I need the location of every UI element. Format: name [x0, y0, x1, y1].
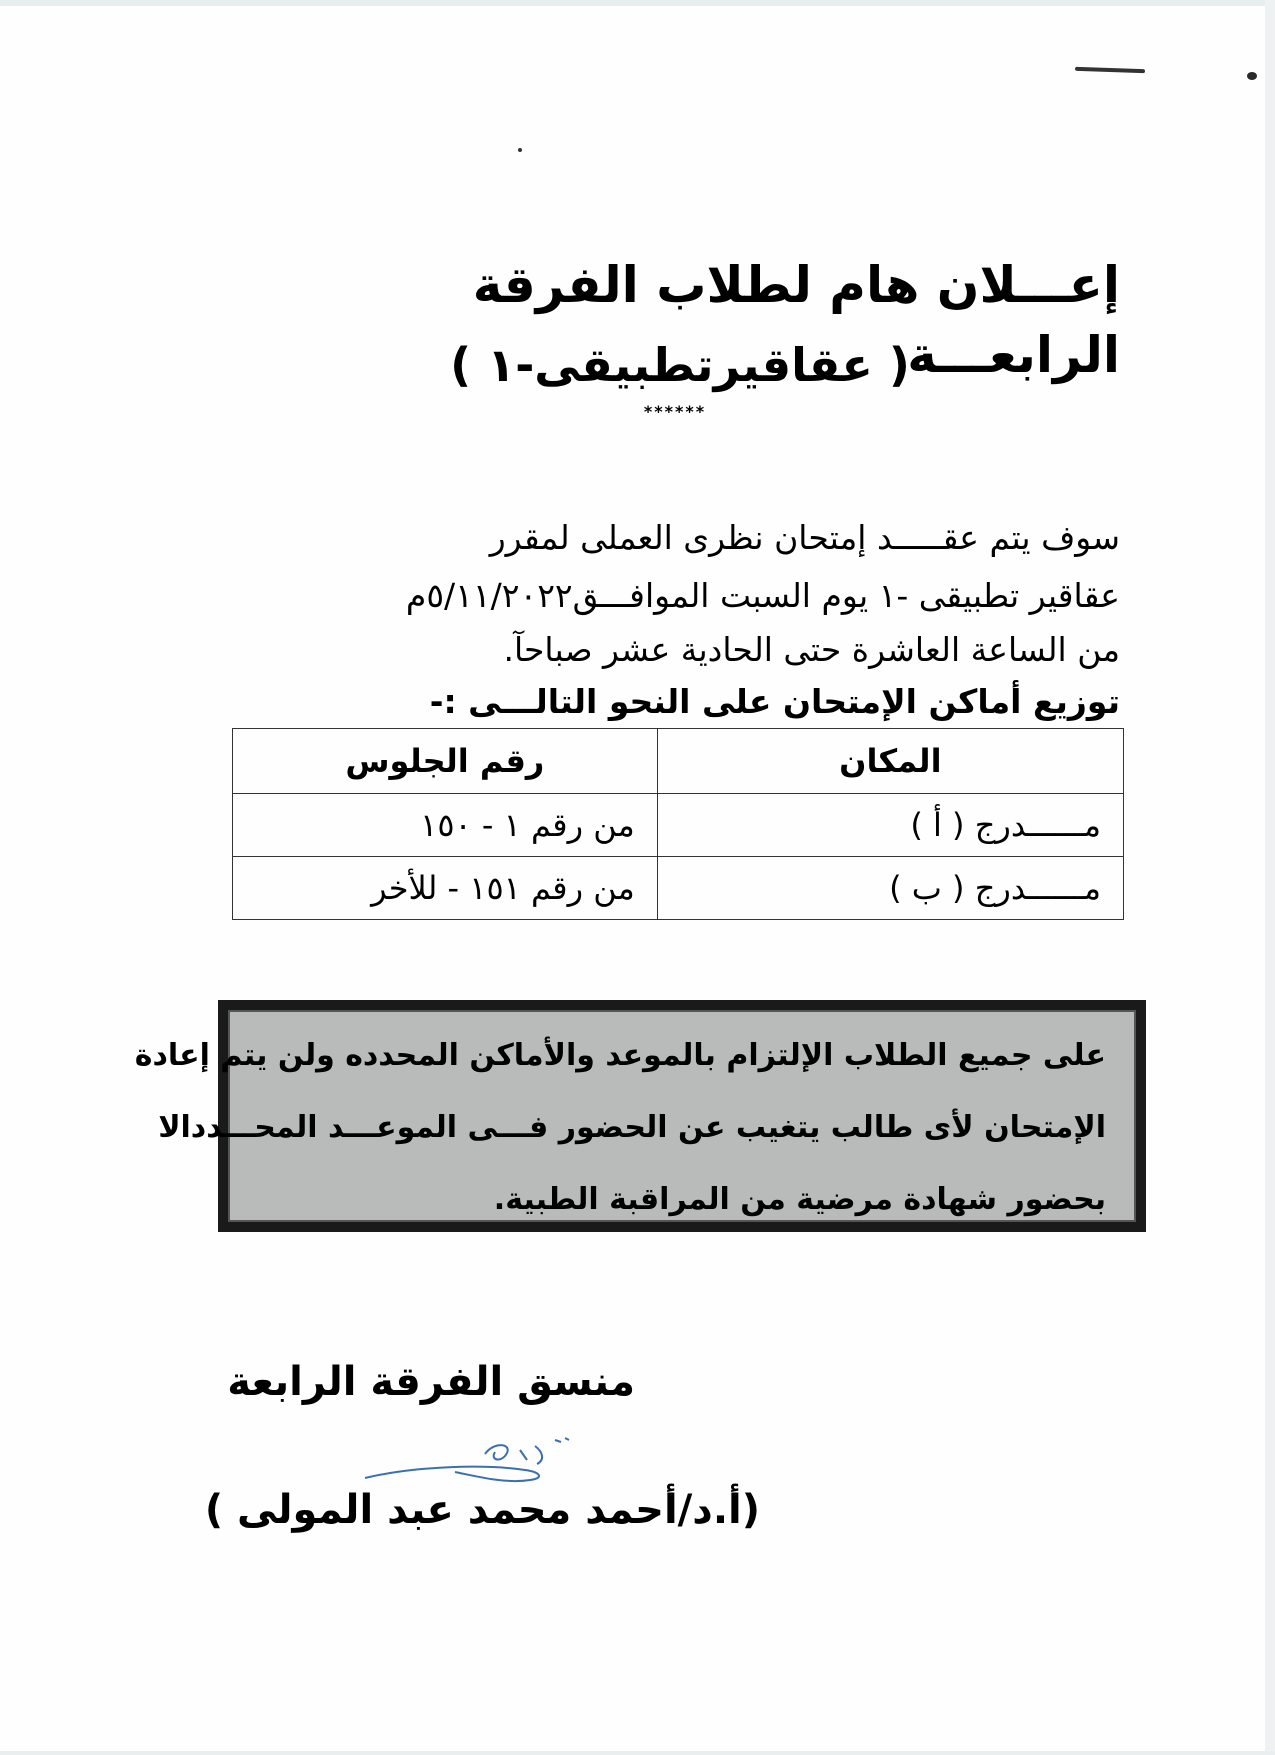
announcement-title: إعـــلان هام لطلاب الفرقة الرابعـــة	[472, 256, 1120, 384]
row-place: مــــــدرج ( أ )	[657, 794, 1123, 857]
notice-content	[134, 1010, 1136, 1222]
table-row	[233, 794, 1124, 857]
staple-mark	[1075, 67, 1145, 73]
scan-dust-dot	[518, 148, 522, 152]
exam-locations-table	[232, 728, 1124, 920]
coordinator-title: منسق الفرقة الرابعة	[227, 1359, 635, 1405]
announcement-subtitle: ( عقاقيرتطبيقى-١ )	[450, 338, 910, 392]
row-place: مــــــدرج ( ب )	[657, 857, 1123, 920]
important-notice-box	[134, 1000, 1146, 1232]
header-place: المكان	[657, 729, 1123, 794]
table-row	[233, 857, 1124, 920]
notice-line-3: بحضور شهادة مرضية من المراقبة الطبية.	[493, 1182, 1106, 1217]
table-header-row	[233, 729, 1124, 794]
notice-line-1: على جميع الطلاب الإلتزام بالموعد والأماكن المحدده ولن يتم إعادة	[134, 1038, 1106, 1073]
notice-line-2: الإمتحان لأى طالب يتغيب عن الحضور فـــى الموعـــد المحـــددالا	[158, 1110, 1106, 1145]
coordinator-name: (أ.د/أحمد محمد عبد المولى )	[204, 1487, 760, 1533]
body-line-3: من الساعة العاشرة حتى الحادية عشر صباحآ.	[503, 630, 1120, 669]
title-separator: ******	[643, 402, 707, 421]
body-line-1: سوف يتم عقـــــد إمتحان نظرى العملى لمقرر	[489, 518, 1120, 557]
body-line-2: عقاقير تطبيقى -١ يوم السبت الموافـــق٥/١١/٢٠٢٢م	[405, 576, 1120, 615]
scan-edge-bottom	[0, 1751, 1275, 1755]
scan-edge-top	[0, 0, 1275, 6]
scan-edge-right	[1265, 0, 1275, 1755]
row-seat-range: من رقم ١ - ١٥٠	[233, 794, 658, 857]
row-seat-range: من رقم ١٥١ - للأخر	[233, 857, 658, 920]
header-seat-number: رقم الجلوس	[233, 729, 658, 794]
distribution-heading: توزيع أماكن الإمتحان على النحو التالـــى :-	[429, 682, 1120, 721]
staple-dot	[1247, 72, 1257, 80]
